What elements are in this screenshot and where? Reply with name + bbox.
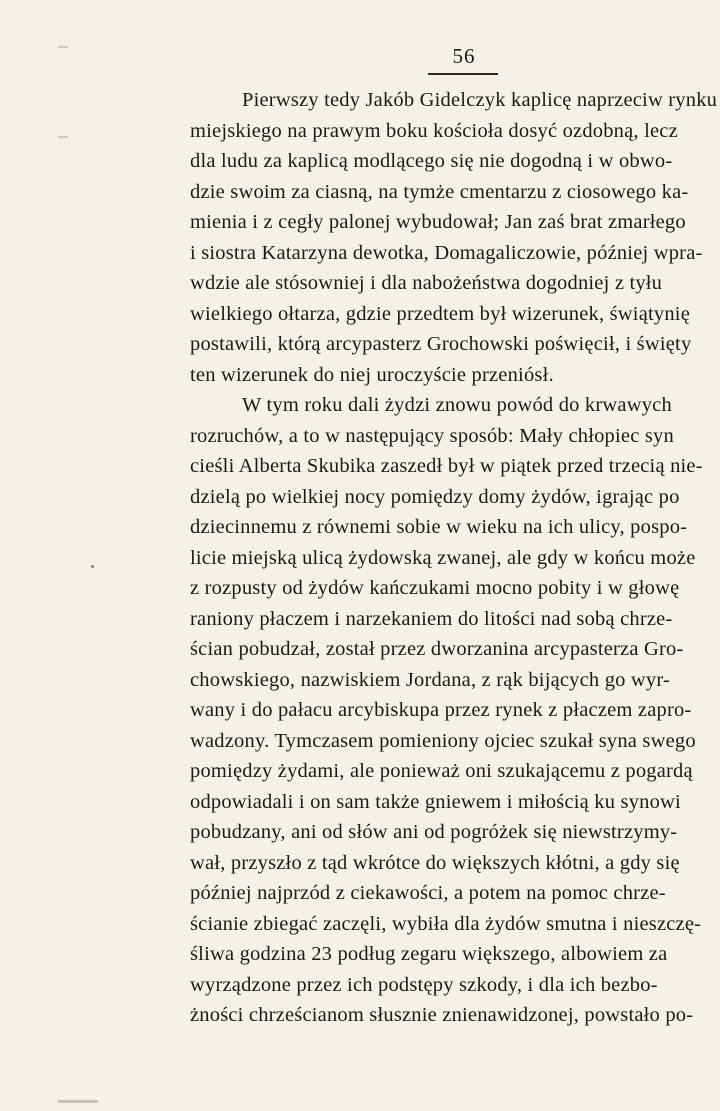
text-line: pomiędzy żydami, ale ponieważ oni szukającemu z pogardą [190,760,693,782]
text-line: wielkiego ołtarza, gdzie przedtem był wizerunek, świątynię [190,302,690,325]
text-line: cieśli Alberta Skubika zaszedł był w piątek przed trzecią nie- [190,455,703,477]
page-number-rule [428,73,498,75]
text-line: ścianie zbiegać zaczęli, wybiła dla żydów smutna i nieszczę- [190,912,702,935]
text-line: śliwa godzina 23 podług zegaru większego, albowiem za [190,943,668,965]
page-edge-smudge [58,1100,98,1103]
text-line: później najprzód z ciekawości, a potem na pomoc chrze- [190,882,666,904]
text-line: wał, przyszło z tąd wkrótce do większych kłótni, a gdy się [190,851,680,874]
body-text [190,85,720,1031]
text-line: chowskiego, nazwiskiem Jordana, z rąk bijących go wyr- [190,668,671,691]
text-line: mienia i z cegły palonej wybudował; Jan zaś brat zmarłego [190,211,686,233]
margin-dot [91,565,94,568]
text-line: miejskiego na prawym boku kościoła dosyć ozdobną, lecz [190,119,678,142]
page-number: 56 [452,44,476,68]
text-line: licie miejską ulicą żydowską zwanej, ale gdy w końcu może [190,546,696,569]
text-line: Pierwszy tedy Jakób Gidelczyk kaplicę naprzeciw rynku [242,89,718,111]
text-line: odpowiadali i on sam także gniewem i miłością ku synowi [190,790,681,813]
margin-mark [58,46,68,48]
margin-mark [58,136,68,138]
text-line: dzielą po wielkiej nocy pomiędzy domy żydów, igrając po [190,485,680,508]
text-line: wany i do pałacu arcybiskupa przez rynek z płaczem zapro- [190,699,692,721]
text-line: żności chrześcianom słusznie znienawidzonej, powstało po- [190,1004,694,1026]
text-line: wadzony. Tymczasem pomieniony ojciec szukał syna swego [190,729,696,752]
text-line: dziecinnemu z równemi sobie w wieku na ich ulicy, pospo- [190,516,688,538]
text-line: ten wizerunek do niej uroczyście przeniósł. [190,363,554,386]
text-line: i siostra Katarzyna dewotka, Domagaliczowie, później wpra- [190,241,703,264]
text-line: pobudzany, ani od słów ani od pogróżek się niewstrzymy- [190,821,678,843]
text-line: dzie swoim za ciasną, na tymże cmentarzu z ciosowego ka- [190,180,689,203]
text-line: raniony płaczem i narzekaniem do litości nad sobą chrze- [190,607,673,630]
text-line: rozruchów, a to w następujący sposób: Mały chłopiec syn [190,424,674,447]
text-line: wdzie ale stósowniej i dla nabożeństwa dogodniej z tyłu [190,272,663,294]
text-line: W tym roku dali żydzi znowu powód do krwawych [242,394,672,416]
text-line: dla ludu za kaplicą modlącego się nie dogodną i w obwo- [190,150,673,172]
text-line: wyrządzone przez ich podstępy szkody, i dla ich bezbo- [190,973,658,996]
text-line: z rozpusty od żydów kańczukami mocno pobity i w głowę [190,577,680,599]
text-line: ścian pobudzał, został przez dworzanina arcypasterza Gro- [190,638,684,660]
text-line: postawili, którą arcypasterz Grochowski poświęcił, i święty [190,333,692,355]
